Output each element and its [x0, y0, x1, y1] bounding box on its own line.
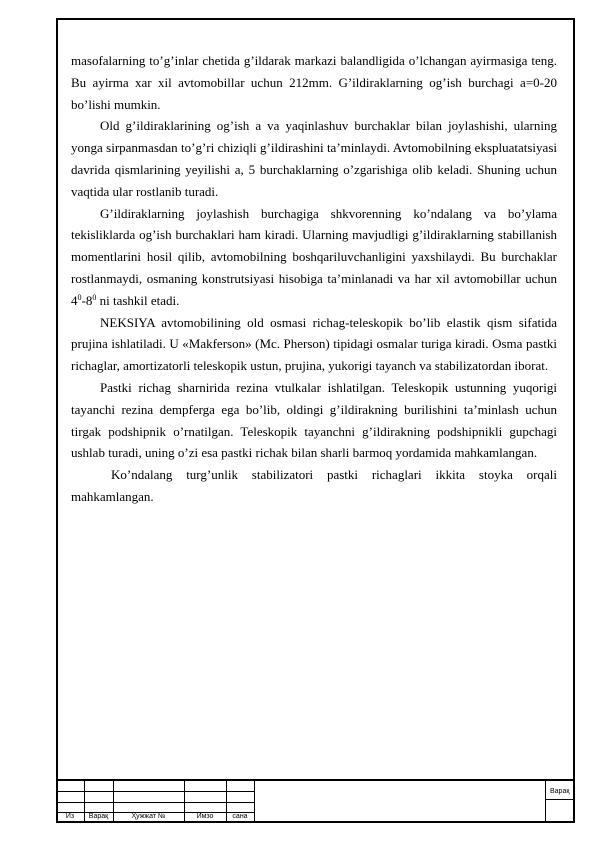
degree-superscript-1: 0: [77, 292, 82, 302]
stamp-varaq-label: Варақ: [88, 813, 109, 820]
title-block: [56, 779, 575, 823]
paragraph-5: Pastki richag sharnirida rezina vtulkalar ishlatilgan. Teleskopik ustunning yuqorigi tayanchi rezina dempferga ega bo’lib, oldingi g’ildirakning burilishini ta’minlash uchun tirgak podshipnik o’rnatilgan. Teleskopik tayanchni g’ildirakning podshipnikli gupchagi ushlab turadi, uning o’zi esa pastki richak bilan sharli barmoq yordamida mahkamlangan.: [71, 379, 557, 461]
stamp-row-line: [545, 799, 575, 800]
stamp-divider: [545, 781, 546, 823]
stamp-sheet-label: Варақ: [550, 788, 570, 795]
paragraph-6: Ko’ndalang turg’unlik stabilizatori pastki richaglari ikkita stoyka orqali mahkamlangan.: [71, 467, 557, 504]
document-body: [71, 50, 557, 508]
stamp-row-line: [56, 802, 254, 803]
paragraph-3: [71, 203, 557, 312]
degree-superscript-2: 0: [92, 292, 97, 302]
paragraph-2: Old g’ildiraklarining og’ish a va yaqinlashuv burchaklar bilan joylashishi, ularning yonga sirpanmasdan to’g’ri chiziqli g’ildirashini ta’minlaydi. Avtomobilning ekspluatatsiyasi davrida qismlarining yeyilishi a, 5 burchaklarning o’zgarishiga olib keladi. Shuning uchun vaqtida ular rostlanib turadi.: [71, 118, 557, 199]
stamp-signature-label: Имзо: [196, 813, 214, 820]
angle-range-mid: -8: [81, 292, 93, 308]
stamp-divider: [254, 781, 255, 823]
stamp-row-line: [56, 791, 254, 792]
stamp-date-label: сана: [232, 813, 248, 820]
paragraph-3-text: G’ildiraklarning joylashish burchagiga shkvorenning ko’ndalang va bo’ylama tekisliklarda og’ish burchaklari ham kiradi. Ularning mavjudligi g’ildiraklarning stabillanish momentlarini hosil qilib, avtomobilning boshqariluvchanligini yaxshilaydi. Bu burchaklar rostlanmaydi, osmaning konstrutsiyasi hisobiga ta’minlanadi va har xil avtomobillar uchun 4: [71, 205, 557, 308]
paragraph-4: NEKSIYA avtomobilining old osmasi richag-teleskopik bo’lib elastik qism sifatida prujina ishlatiladi. U «Makferson» (Mc. Pherson) tipidagi osmalar turiga kiradi. Osma pastki richaglar, amortizatorli teleskopik ustun, prujina, yukorigi tayanch va stabilizatordan iborat.: [71, 314, 557, 374]
stamp-document-number-label: Ҳужжат №: [131, 813, 166, 820]
stamp-iz-label: Из: [65, 813, 75, 820]
paragraph-1: masofalarning to’g’inlar chetida g’ildarak markazi balandligida o’lchangan ayirmasiga teng. Bu ayirma xar xil avtomobillar uchun 212mm. G’ildiraklarning og’ish burchagi a=0-20 bo’lishi mumkin.: [71, 53, 557, 112]
paragraph-3-tail: ni tashkil etadi.: [96, 292, 180, 308]
